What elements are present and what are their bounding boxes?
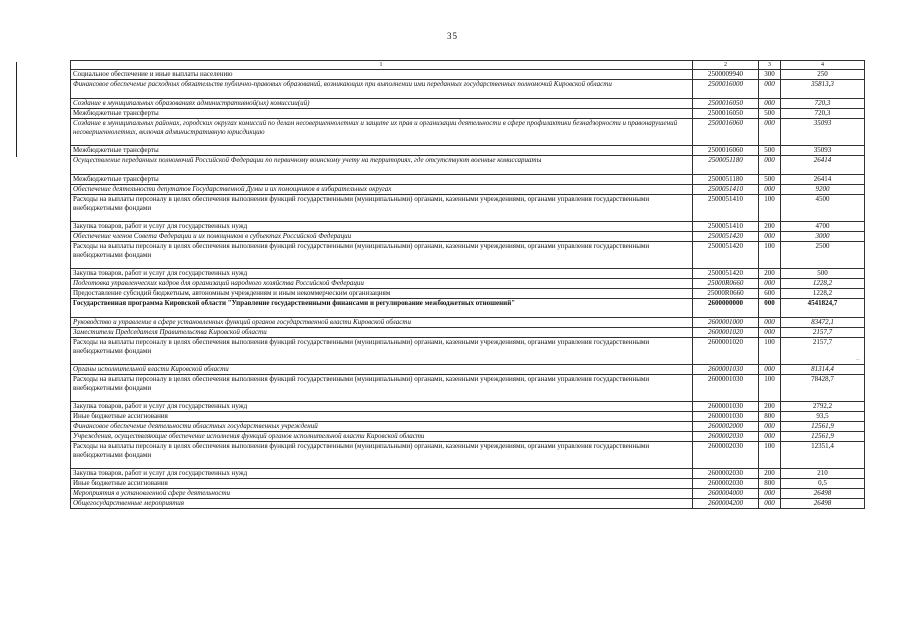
row-amount: 3000 xyxy=(781,232,865,242)
row-name: Иные бюджетные ассигнования xyxy=(71,479,693,489)
row-code: 2600001030 xyxy=(693,402,759,412)
margin-mark: – xyxy=(856,355,860,363)
row-type: 000 xyxy=(759,232,781,242)
row-amount: 2500 xyxy=(781,242,865,269)
row-amount: 78428,7 xyxy=(781,375,865,402)
table-row xyxy=(71,365,865,375)
row-amount: 1228,2 xyxy=(781,279,865,289)
table-row xyxy=(71,156,865,175)
table-row xyxy=(71,299,865,318)
table-row xyxy=(71,432,865,442)
row-amount: 720,3 xyxy=(781,99,865,109)
row-code: 2600001030 xyxy=(693,365,759,375)
table-row xyxy=(71,242,865,269)
row-code: 2600002030 xyxy=(693,479,759,489)
row-code: 2500016000 xyxy=(693,80,759,99)
row-amount: 35093 xyxy=(781,146,865,156)
row-type: 000 xyxy=(759,185,781,195)
table-row xyxy=(71,422,865,432)
row-name: Межбюджетные трансферты xyxy=(71,175,693,185)
row-name: Расходы на выплаты персоналу в целях обеспечения выполнения функций государственными (муниципальными) органами, казенными учреждениями, органами управления государственными внебюджетными фондами xyxy=(71,442,693,469)
budget-table xyxy=(70,60,865,509)
row-type: 000 xyxy=(759,299,781,318)
row-name: Межбюджетные трансферты xyxy=(71,109,693,119)
table-row xyxy=(71,70,865,80)
row-code: 2600002030 xyxy=(693,469,759,479)
row-amount: 720,3 xyxy=(781,109,865,119)
row-code: 2500016050 xyxy=(693,99,759,109)
table-row xyxy=(71,279,865,289)
row-name: Закупка товаров, работ и услуг для государственных нужд xyxy=(71,269,693,279)
row-amount: 2792,2 xyxy=(781,402,865,412)
row-name: Иные бюджетные ассигнования xyxy=(71,412,693,422)
row-code: 2500016050 xyxy=(693,109,759,119)
row-type: 000 xyxy=(759,156,781,175)
row-name: Осуществление переданных полномочий Российской Федерации по первичному воинскому учету на территориях, где отсутствуют военные комиссариаты xyxy=(71,156,693,175)
table-row xyxy=(71,442,865,469)
row-type: 200 xyxy=(759,269,781,279)
row-code: 2600002000 xyxy=(693,422,759,432)
row-code: 25000R0660 xyxy=(693,279,759,289)
table-row xyxy=(71,479,865,489)
header-col-type: 3 xyxy=(759,61,781,70)
row-name: Расходы на выплаты персоналу в целях обеспечения выполнения функций государственными (муниципальными) органами, казенными учреждениями, органами управления государственными внебюджетными фондами xyxy=(71,195,693,222)
row-code: 2500051410 xyxy=(693,185,759,195)
row-type: 000 xyxy=(759,119,781,146)
table-row xyxy=(71,185,865,195)
row-name: Закупка товаров, работ и услуг для государственных нужд xyxy=(71,402,693,412)
row-amount: 93,5 xyxy=(781,412,865,422)
row-type: 200 xyxy=(759,402,781,412)
table-row xyxy=(71,375,865,402)
row-type: 100 xyxy=(759,242,781,269)
table-row xyxy=(71,175,865,185)
row-amount: 12561,9 xyxy=(781,432,865,442)
row-code: 2500051420 xyxy=(693,242,759,269)
row-code: 2500016060 xyxy=(693,119,759,146)
row-type: 800 xyxy=(759,479,781,489)
table-row xyxy=(71,338,865,365)
row-type: 600 xyxy=(759,289,781,299)
page-number: 35 xyxy=(447,31,458,41)
row-code: 2600002030 xyxy=(693,442,759,469)
table-row xyxy=(71,119,865,146)
row-amount: 83472,1 xyxy=(781,318,865,328)
row-code: 2500051180 xyxy=(693,156,759,175)
row-name: Обеспечение деятельности депутатов Государственной Думы и их помощников в избирательных округах xyxy=(71,185,693,195)
table-row xyxy=(71,99,865,109)
row-amount: 26498 xyxy=(781,489,865,499)
row-code: 2500016060 xyxy=(693,146,759,156)
row-code: 2600002030 xyxy=(693,432,759,442)
row-name: Финансовое обеспечение деятельности областных государственных учреждений xyxy=(71,422,693,432)
row-code: 2600004200 xyxy=(693,499,759,509)
row-amount: 35813,3 xyxy=(781,80,865,99)
header-row xyxy=(71,61,865,70)
row-amount: 4700 xyxy=(781,222,865,232)
row-name: Государственная программа Кировской области "Управление государственными финансами и регулирование межбюджетных отношений" xyxy=(71,299,693,318)
row-type: 300 xyxy=(759,70,781,80)
row-name: Финансовое обеспечение расходных обязательств публично-правовых образований, возникающих при выполнении ими переданных государственных полномочий Кировской области xyxy=(71,80,693,99)
row-code: 2500051420 xyxy=(693,232,759,242)
table-row xyxy=(71,232,865,242)
row-code: 2500051180 xyxy=(693,175,759,185)
row-name: Подготовка управленческих кадров для организаций народного хозяйства Российской Федерации xyxy=(71,279,693,289)
row-name: Межбюджетные трансферты xyxy=(71,146,693,156)
row-name: Создание в муниципальных образованиях административной(ых) комиссии(ий) xyxy=(71,99,693,109)
row-amount: 2157,7 xyxy=(781,328,865,338)
table-row xyxy=(71,109,865,119)
row-name: Расходы на выплаты персоналу в целях обеспечения выполнения функций государственными (муниципальными) органами, казенными учреждениями, органами управления государственными внебюджетными фондами xyxy=(71,375,693,402)
header-col-name: 1 xyxy=(71,61,693,70)
row-name: Заместители Председателя Правительства Кировской области xyxy=(71,328,693,338)
row-type: 500 xyxy=(759,109,781,119)
row-amount: 4500 xyxy=(781,195,865,222)
row-name: Обеспечение членов Совета Федерации и их помощников в субъектах Российской Федерации xyxy=(71,232,693,242)
table-row xyxy=(71,146,865,156)
row-name: Учреждения, осуществляющие обеспечение исполнения функций органов исполнительной власти Кировской области xyxy=(71,432,693,442)
row-type: 000 xyxy=(759,328,781,338)
table-row xyxy=(71,195,865,222)
row-name: Мероприятия в установленной сфере деятельности xyxy=(71,489,693,499)
row-code: 2500051420 xyxy=(693,269,759,279)
row-name: Создание в муниципальных районах, городских округах комиссий по делам несовершеннолетних и защите их прав и организации деятельности в сфере профилактики безнадзорности и правонарушений несовершеннолетних, включая административную юрисдикцию xyxy=(71,119,693,146)
row-name: Предоставление субсидий бюджетным, автономным учреждениям и иным некоммерческим организациям xyxy=(71,289,693,299)
table-row xyxy=(71,489,865,499)
row-code: 2500051410 xyxy=(693,222,759,232)
row-amount: 0,5 xyxy=(781,479,865,489)
row-code: 2600004000 xyxy=(693,489,759,499)
row-type: 500 xyxy=(759,175,781,185)
row-amount: 81314,4 xyxy=(781,365,865,375)
table-row xyxy=(71,412,865,422)
row-amount: 26498 xyxy=(781,499,865,509)
row-code: 25000R0660 xyxy=(693,289,759,299)
row-type: 100 xyxy=(759,442,781,469)
row-type: 000 xyxy=(759,365,781,375)
row-name: Органы исполнительной власти Кировской области xyxy=(71,365,693,375)
row-amount: 4541824,7 xyxy=(781,299,865,318)
row-amount: 12351,4 xyxy=(781,442,865,469)
row-name: Закупка товаров, работ и услуг для государственных нужд xyxy=(71,222,693,232)
table-row xyxy=(71,80,865,99)
table-row xyxy=(71,222,865,232)
row-name: Руководство и управление в сфере установленных функций органов государственной власти Кировской области xyxy=(71,318,693,328)
row-code: 2600001020 xyxy=(693,328,759,338)
row-type: 100 xyxy=(759,375,781,402)
row-amount: 35093 xyxy=(781,119,865,146)
budget-table-body xyxy=(71,61,865,509)
table-row xyxy=(71,328,865,338)
table-row xyxy=(71,469,865,479)
row-type: 000 xyxy=(759,432,781,442)
table-row xyxy=(71,318,865,328)
row-type: 000 xyxy=(759,499,781,509)
row-amount: 250 xyxy=(781,70,865,80)
row-name: Общегосударственные мероприятия xyxy=(71,499,693,509)
row-amount: 12561,9 xyxy=(781,422,865,432)
header-col-code: 2 xyxy=(693,61,759,70)
row-type: 000 xyxy=(759,80,781,99)
row-name: Расходы на выплаты персоналу в целях обеспечения выполнения функций государственными (муниципальными) органами, казенными учреждениями, органами управления государственными внебюджетными фондами xyxy=(71,242,693,269)
row-type: 800 xyxy=(759,412,781,422)
table-row xyxy=(71,289,865,299)
row-type: 000 xyxy=(759,99,781,109)
row-type: 200 xyxy=(759,222,781,232)
table-row xyxy=(71,402,865,412)
row-type: 100 xyxy=(759,195,781,222)
table-row xyxy=(71,269,865,279)
row-name: Расходы на выплаты персоналу в целях обеспечения выполнения функций государственными (муниципальными) органами, казенными учреждениями, органами управления государственными внебюджетными фондами xyxy=(71,338,693,365)
row-name: Закупка товаров, работ и услуг для государственных нужд xyxy=(71,469,693,479)
row-type: 000 xyxy=(759,422,781,432)
row-type: 500 xyxy=(759,146,781,156)
row-code: 2500009940 xyxy=(693,70,759,80)
row-code: 2600001030 xyxy=(693,412,759,422)
row-code: 2500051410 xyxy=(693,195,759,222)
row-code: 2600000000 xyxy=(693,299,759,318)
row-amount: 500 xyxy=(781,269,865,279)
header-col-amount: 4 xyxy=(781,61,865,70)
row-amount: 9200 xyxy=(781,185,865,195)
row-amount: 26414 xyxy=(781,175,865,185)
row-code: 2600001000 xyxy=(693,318,759,328)
row-type: 000 xyxy=(759,318,781,328)
margin-line xyxy=(16,62,17,157)
row-amount: 2157,7 xyxy=(781,338,865,365)
row-amount: 1228,2 xyxy=(781,289,865,299)
row-code: 2600001020 xyxy=(693,338,759,365)
row-type: 000 xyxy=(759,279,781,289)
row-type: 100 xyxy=(759,338,781,365)
row-amount: 210 xyxy=(781,469,865,479)
table-row xyxy=(71,499,865,509)
row-code: 2600001030 xyxy=(693,375,759,402)
row-type: 200 xyxy=(759,469,781,479)
row-amount: 26414 xyxy=(781,156,865,175)
row-name: Социальное обеспечение и иные выплаты населению xyxy=(71,70,693,80)
row-type: 000 xyxy=(759,489,781,499)
